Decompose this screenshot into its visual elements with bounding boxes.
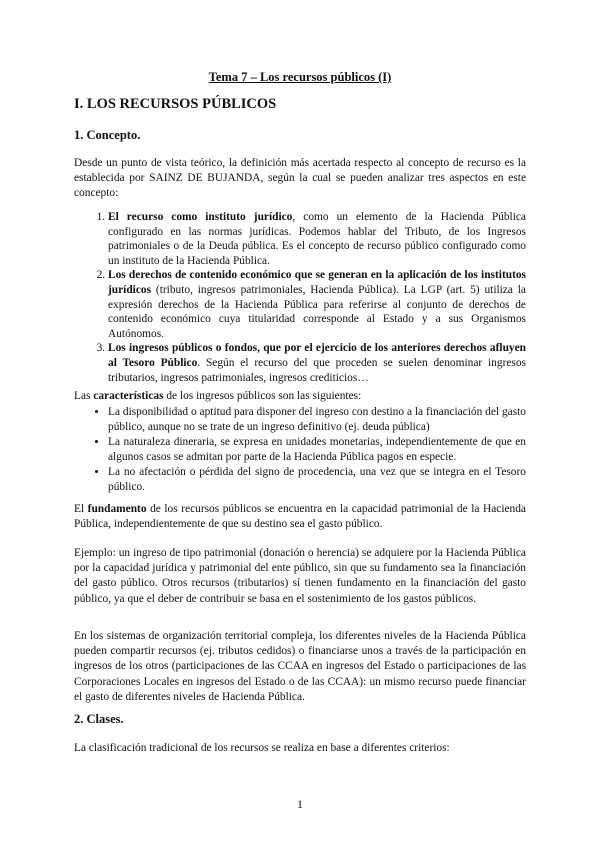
classes-paragraph: La clasificación tradicional de los recursos se realiza en base a diferentes criterios:	[74, 742, 450, 754]
subsection-heading-concepto: 1. Concepto.	[74, 128, 141, 142]
numbered-list	[74, 210, 526, 385]
list-item-text: . Según el recurso del que proceden se suelen denominar ingresos tributarios, ingresos patrimoniales, ingresos crediticios…	[108, 356, 526, 384]
bullet-list	[74, 405, 526, 495]
bold-term: características	[93, 390, 164, 402]
bullet-item: • La disponibilidad o aptitud para disponer del ingreso con destino a la financiación del gasto público, aunque no se trate de un ingreso definitivo (ej. deuda pública)	[108, 405, 526, 435]
list-item-bold: Los ingresos públicos o fondos, que por el ejercicio de los anteriores derechos afluyen al Tesoro Público	[108, 342, 526, 369]
example-paragraph: Ejemplo: un ingreso de tipo patrimonial (donación o herencia) se adquiere por la Hacienda Pública por la capacidad jurídica y patrimonial del ente público, sin que su fundamento sea la financiación del gasto público. Otros recursos (tributarios) sí tienen fundamento en la financiación del gasto público, ya que el deber de contribuir se basa en el sostenimiento de los gastos públicos.	[74, 547, 526, 605]
territorial-paragraph: En los sistemas de organización territorial compleja, los diferentes niveles de la Hacienda Pública pueden compartir recursos (ej. tributos cedidos) o financiarse unos a través de la participación en ingresos de los otros (participaciones de las CCAA en ingresos del Estado o participaciones de las Corporaciones Locales en ingresos del Estado o de las CCAA): un mismo recurso puede financiar el gasto de diferentes niveles de Hacienda Pública.	[74, 630, 526, 703]
list-item-text: (tributo, ingresos patrimoniales, Hacienda Pública). La LGP (art. 5) utiliza la expresión derechos de la Hacienda Pública para referirse al conjunto de derechos de contenido económico cuya titularidad corresponde al Estado y a sus Organismos Autónomos.	[108, 283, 526, 340]
text-fragment: de los recursos públicos se encuentra en la capacidad patrimonial de la Hacienda Pública, independientemente de que su destino sea el gasto público.	[74, 503, 526, 531]
list-item-bold: Los derechos de contenido económico que se generan en la aplicación de los institutos jurídicos	[108, 269, 526, 296]
list-item-bold: El recurso como instituto jurídico	[108, 211, 293, 223]
bullet-item: • La naturaleza dineraria, se expresa en unidades monetarias, independientemente de que en algunos casos se admitan por parte de la Hacienda Pública pagos en especie.	[108, 435, 526, 465]
page-number: 1	[297, 797, 303, 811]
text-fragment: de los ingresos públicos son las siguientes:	[163, 390, 362, 402]
bullet-item: • La no afectación o pérdida del signo de procedencia, una vez que se integra en el Tesoro público.	[108, 465, 526, 495]
text-fragment: El	[74, 503, 88, 515]
list-item	[108, 268, 526, 341]
list-item	[108, 341, 526, 385]
section-heading: I. LOS RECURSOS PÚBLICOS	[74, 96, 277, 112]
fundamento-paragraph	[74, 502, 526, 532]
list-item	[108, 210, 526, 268]
subsection-heading-clases: 2. Clases.	[74, 712, 124, 726]
intro-paragraph: Desde un punto de vista teórico, la definición más acertada respecto al concepto de recurso es la establecida por SAINZ DE BUJANDA, según la cual se pueden analizar tres aspectos en este concepto:	[74, 157, 526, 200]
text-fragment: Las	[74, 390, 94, 402]
list-item-text: , como un elemento de la Hacienda Pública configurado en las normas jurídicas. Podemos hablar del Tributo, de los Ingresos patrimoniales o de la Deuda pública. Es el concepto de recurso público configurado como un instituto de la Hacienda Pública.	[108, 211, 526, 267]
document-title: Tema 7 – Los recursos públicos (I)	[208, 70, 392, 84]
bold-term: fundamento	[87, 503, 147, 515]
characteristics-intro	[74, 389, 526, 404]
